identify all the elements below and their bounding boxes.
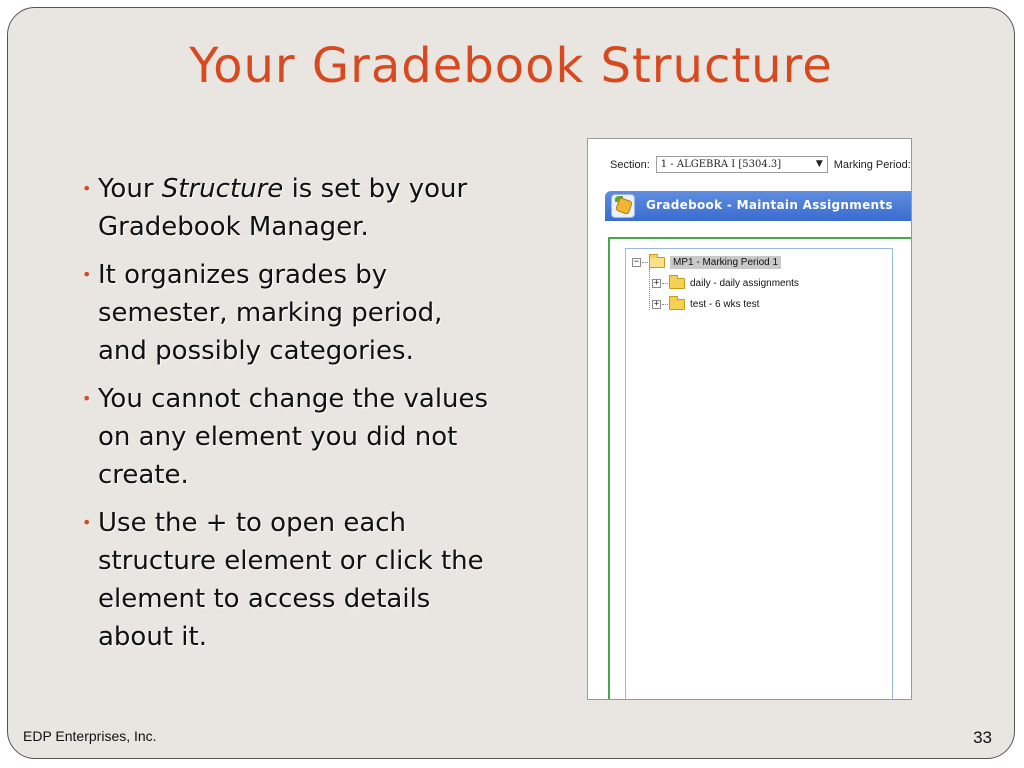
bullet-item xyxy=(78,170,498,246)
panel-title: Gradebook - Maintain Assignments xyxy=(646,198,893,212)
bullet-item xyxy=(78,380,498,494)
bullet-dot-icon: • xyxy=(82,265,92,284)
bullet-list xyxy=(78,170,498,666)
tree-node-label[interactable]: daily - daily assignments xyxy=(690,278,799,289)
page-number: 33 xyxy=(973,728,992,747)
tree-node-root[interactable] xyxy=(632,256,781,269)
section-select-value: 1 - ALGEBRA I [5304.3] xyxy=(660,159,782,170)
open-folder-icon xyxy=(649,257,665,268)
bullet-text: Use the + to open each structure element or click the element to access details about it. xyxy=(98,508,484,652)
folder-icon xyxy=(669,299,685,310)
slide-title: Your Gradebook Structure xyxy=(189,38,833,94)
panel-header xyxy=(605,191,912,221)
bullet-text: Your Structure is set by your Gradebook Manager. xyxy=(98,174,468,242)
expand-icon[interactable]: + xyxy=(653,278,660,288)
bullet-dot-icon: • xyxy=(82,389,92,408)
section-row xyxy=(610,156,911,173)
bullet-text: You cannot change the values on any element you did not create. xyxy=(98,384,489,490)
tree-node-test[interactable] xyxy=(652,299,759,310)
bullet-text: It organizes grades by semester, marking period, and possibly categories. xyxy=(98,260,443,366)
structure-tree xyxy=(625,248,893,700)
slide xyxy=(7,7,1015,759)
tree-node-daily[interactable] xyxy=(652,278,799,289)
section-select[interactable] xyxy=(656,156,828,173)
bullet-item xyxy=(78,256,498,370)
folder-icon xyxy=(669,278,685,289)
tree-node-label[interactable]: MP1 - Marking Period 1 xyxy=(670,256,781,269)
tree-node-label[interactable]: test - 6 wks test xyxy=(690,299,760,310)
section-label: Section: xyxy=(610,158,650,171)
marking-period-label: Marking Period: xyxy=(833,158,911,171)
bullet-dot-icon: • xyxy=(82,513,92,532)
gradebook-icon xyxy=(611,194,635,218)
gradebook-screenshot xyxy=(587,138,912,700)
collapse-icon[interactable]: − xyxy=(633,257,640,267)
chevron-down-icon: ▼ xyxy=(815,159,823,169)
footer-company: EDP Enterprises, Inc. xyxy=(23,728,157,744)
bullet-dot-icon: • xyxy=(82,179,92,198)
expand-icon[interactable]: + xyxy=(653,299,660,309)
bullet-item xyxy=(78,504,498,656)
